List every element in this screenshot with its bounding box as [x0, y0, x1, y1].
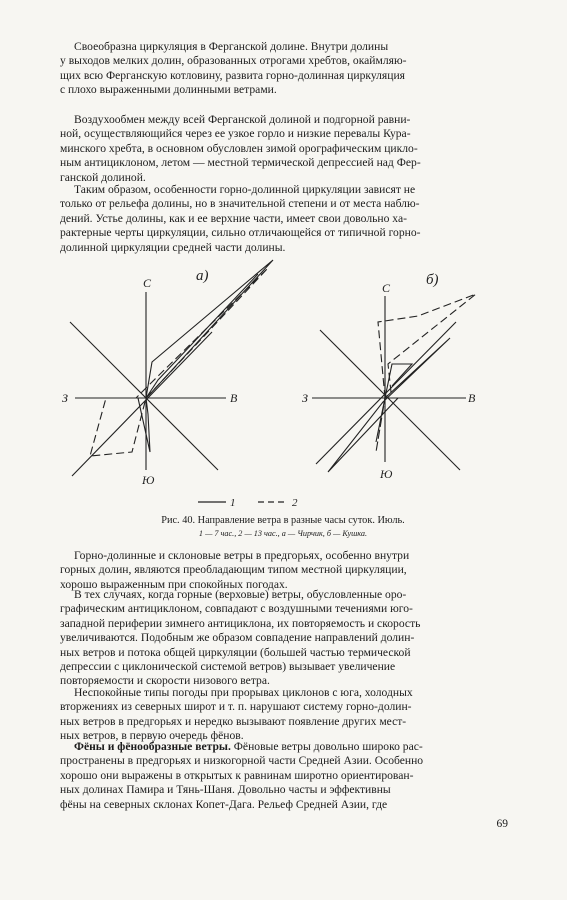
paragraph-mountain-winds-coincidence	[60, 588, 506, 689]
text-line: повторяемости и скорости низового ветра.	[60, 674, 270, 688]
legend-graphic	[196, 494, 306, 510]
legend-dashed-label: 2	[292, 497, 298, 509]
direction-label-west: З	[302, 391, 308, 405]
wind-line-1	[328, 338, 450, 472]
text-line: увеличиваются. Подобным же образом совпадение направлений долин-	[60, 631, 415, 645]
text-line: долинной циркуляции средней части долины.	[60, 240, 286, 254]
paragraph-circulation-features	[60, 183, 506, 255]
section-heading: Фёны и фёнообразные ветры.	[74, 740, 231, 753]
wind-rose-figure	[58, 252, 508, 514]
text-line-rest: Фёновые ветры довольно широко рас-	[230, 740, 423, 753]
text-line: горных долин, являются преобладающим типом местной циркуляции,	[60, 563, 407, 577]
paragraph-foehn-winds	[60, 740, 506, 812]
paragraph-unstable-weather	[60, 686, 506, 744]
direction-label-east: В	[230, 391, 238, 405]
direction-label-south: Ю	[380, 467, 393, 481]
text-line: вторжениях из северных широт и т. п. нарушают систему горно-долин-	[60, 700, 412, 714]
page-number: 69	[496, 818, 508, 830]
text-line: пространены в предгорьях и низкогорной части Средней Азии. Особенно	[60, 754, 424, 768]
text-line: ных долинах Памира и Тянь-Шаня. Довольно часты и эффективны	[60, 783, 391, 797]
text-line: ной, осуществляющийся через ее узкое горло и низкие перевалы Кура-	[60, 127, 411, 141]
text-line: графическим антициклоном, совпадают с воздушными течениями юго-	[60, 602, 413, 616]
text-line: фёны на северных склонах Копет-Дага. Рельеф Средней Азии, где	[60, 797, 388, 811]
text-line: минского хребта, в основном обусловлен зимой орографическим цикло-	[60, 141, 418, 155]
text-line: с плохо выраженными долинными ветрами.	[60, 83, 277, 97]
text-line: западной периферии зимнего антициклона, их повторяемость и скорость	[60, 616, 421, 630]
direction-label-north: С	[382, 281, 391, 295]
text-line: Горно-долинные и склоновые ветры в предгорьях, особенно внутри	[74, 549, 410, 562]
text-line: хорошо они выражены в открытых к равнинам широтно ориентирован-	[60, 768, 414, 782]
direction-label-west: З	[62, 391, 68, 405]
figure-legend	[196, 494, 306, 510]
text-line	[60, 740, 506, 754]
panel-a-label: а)	[196, 268, 209, 284]
text-line: Воздухообмен между всей Ферганской долиной и подгорной равни-	[74, 113, 411, 126]
text-line: ным антициклоном, летом — местной термической депрессией над Фер-	[60, 156, 421, 170]
text-line: Своеобразна циркуляция в Ферганской долине. Внутри долины	[74, 40, 389, 53]
panel-b	[302, 272, 476, 481]
direction-label-south: Ю	[142, 473, 155, 487]
text-line: щих всю Ферганскую котловину, развита горно-долинная циркуляция	[60, 68, 405, 82]
text-line: только от рельефа долины, но в значительной степени и от места наблю-	[60, 197, 420, 211]
direction-label-east: В	[468, 391, 476, 405]
paragraph-fergana-circulation	[60, 40, 506, 98]
paragraph-air-exchange	[60, 113, 506, 185]
text-line: ных ветров, в первую очередь фёнов.	[60, 729, 244, 743]
wind-line-1	[138, 260, 273, 452]
legend-solid-label: 1	[230, 497, 236, 509]
panel-b-label: б)	[426, 272, 439, 288]
text-line: ганской долиной.	[60, 170, 146, 184]
text-line: у выходов мелких долин, образованных отрогами хребтов, окаймляю-	[60, 54, 407, 68]
text-line: хорошо выраженным при спокойных погодах.	[60, 577, 288, 591]
axis-diagonal-ne-sw	[72, 332, 212, 476]
direction-label-north: С	[143, 276, 152, 290]
wind-direction-diagram	[58, 252, 508, 514]
wind-line-2	[376, 294, 476, 452]
text-line: ных ветров в предгорьях и нередко вызывают появление других мест-	[60, 714, 407, 728]
text-line: Неспокойные типы погоды при прорывах циклонов с юга, холодных	[74, 686, 413, 699]
text-line: ных ветров и потока общей циркуляции (большей частью термической	[60, 645, 411, 659]
paragraph-mountain-valley-winds	[60, 549, 506, 592]
text-line: дений. Устье долины, как и ее верхние части, имеет свои довольно ха-	[60, 211, 407, 225]
text-line: депрессии с циклонической системой ветров) вызывает увеличение	[60, 660, 396, 674]
text-line: Таким образом, особенности горно-долинной циркуляции зависят не	[74, 183, 416, 196]
figure-caption-legend: 1 — 7 час., 2 — 13 час., а — Чирчик, б — Кушка.	[198, 529, 368, 538]
axis-diagonal-nw-se	[320, 330, 460, 470]
text-line: рактерные черты циркуляции, сильно отличающейся от типичной горно-	[60, 226, 421, 240]
panel-a	[62, 260, 273, 487]
figure-caption: Рис. 40. Направление ветра в разные часы суток. Июль.	[161, 515, 405, 526]
text-line: В тех случаях, когда горные (верховые) ветры, обусловленные оро-	[74, 588, 407, 601]
